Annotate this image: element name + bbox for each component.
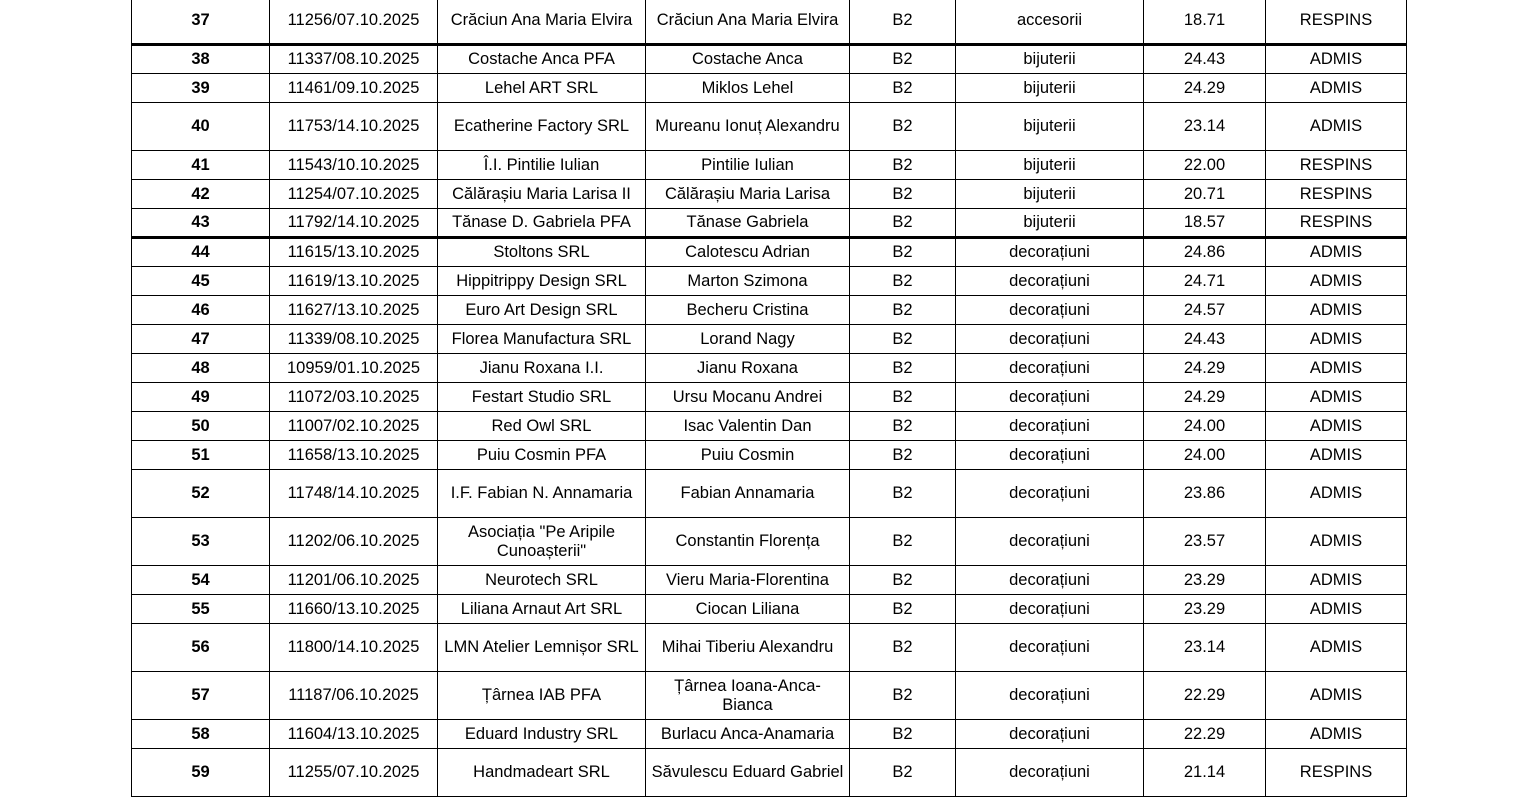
score: 24.29: [1144, 74, 1266, 103]
result-status: ADMIS: [1266, 470, 1407, 518]
level: B2: [850, 209, 956, 238]
table-row: [132, 412, 1407, 441]
category: decorațiuni: [956, 672, 1144, 720]
representative-name: Constantin Florența: [646, 518, 850, 566]
score: 22.00: [1144, 151, 1266, 180]
result-status: ADMIS: [1266, 267, 1407, 296]
company-name: Crăciun Ana Maria Elvira: [438, 0, 646, 45]
category: decorațiuni: [956, 470, 1144, 518]
company-name: Tănase D. Gabriela PFA: [438, 209, 646, 238]
company-name: Țârnea IAB PFA: [438, 672, 646, 720]
score: 18.57: [1144, 209, 1266, 238]
row-number: 52: [132, 470, 270, 518]
company-name: Red Owl SRL: [438, 412, 646, 441]
level: B2: [850, 749, 956, 797]
result-status: ADMIS: [1266, 566, 1407, 595]
level: B2: [850, 325, 956, 354]
level: B2: [850, 566, 956, 595]
category: decorațiuni: [956, 518, 1144, 566]
score: 18.71: [1144, 0, 1266, 45]
level: B2: [850, 383, 956, 412]
company-name: Î.I. Pintilie Iulian: [438, 151, 646, 180]
registration-number: 11615/13.10.2025: [270, 238, 438, 267]
category: bijuterii: [956, 103, 1144, 151]
registration-number: 11461/09.10.2025: [270, 74, 438, 103]
level: B2: [850, 624, 956, 672]
level: B2: [850, 441, 956, 470]
category: decorațiuni: [956, 354, 1144, 383]
category: accesorii: [956, 0, 1144, 45]
result-status: RESPINS: [1266, 0, 1407, 45]
level: B2: [850, 238, 956, 267]
representative-name: Isac Valentin Dan: [646, 412, 850, 441]
representative-name: Lorand Nagy: [646, 325, 850, 354]
result-status: RESPINS: [1266, 209, 1407, 238]
registration-number: 11007/02.10.2025: [270, 412, 438, 441]
table-row: [132, 238, 1407, 267]
row-number: 42: [132, 180, 270, 209]
table-row: [132, 267, 1407, 296]
table-row: [132, 383, 1407, 412]
result-status: ADMIS: [1266, 383, 1407, 412]
result-status: ADMIS: [1266, 441, 1407, 470]
company-name: Eduard Industry SRL: [438, 720, 646, 749]
table-row: [132, 45, 1407, 74]
company-name: LMN Atelier Lemnișor SRL: [438, 624, 646, 672]
representative-name: Ciocan Liliana: [646, 595, 850, 624]
level: B2: [850, 296, 956, 325]
row-number: 59: [132, 749, 270, 797]
table-row: [132, 354, 1407, 383]
row-number: 48: [132, 354, 270, 383]
category: bijuterii: [956, 209, 1144, 238]
table-row: [132, 103, 1407, 151]
registration-number: 11337/08.10.2025: [270, 45, 438, 74]
score: 20.71: [1144, 180, 1266, 209]
representative-name: Crăciun Ana Maria Elvira: [646, 0, 850, 45]
category: decorațiuni: [956, 720, 1144, 749]
row-number: 58: [132, 720, 270, 749]
registration-number: 11201/06.10.2025: [270, 566, 438, 595]
score: 24.00: [1144, 441, 1266, 470]
score: 23.14: [1144, 103, 1266, 151]
company-name: I.F. Fabian N. Annamaria: [438, 470, 646, 518]
score: 23.86: [1144, 470, 1266, 518]
table-row: [132, 151, 1407, 180]
score: 21.14: [1144, 749, 1266, 797]
level: B2: [850, 151, 956, 180]
score: 24.29: [1144, 383, 1266, 412]
level: B2: [850, 470, 956, 518]
level: B2: [850, 74, 956, 103]
company-name: Festart Studio SRL: [438, 383, 646, 412]
category: bijuterii: [956, 45, 1144, 74]
row-number: 46: [132, 296, 270, 325]
representative-name: Costache Anca: [646, 45, 850, 74]
representative-name: Miklos Lehel: [646, 74, 850, 103]
representative-name: Calotescu Adrian: [646, 238, 850, 267]
company-name: Neurotech SRL: [438, 566, 646, 595]
table-row: [132, 296, 1407, 325]
representative-name: Pintilie Iulian: [646, 151, 850, 180]
score: 22.29: [1144, 720, 1266, 749]
company-name: Asociația "Pe Aripile Cunoașterii": [438, 518, 646, 566]
result-status: RESPINS: [1266, 180, 1407, 209]
category: bijuterii: [956, 151, 1144, 180]
level: B2: [850, 595, 956, 624]
category: decorațiuni: [956, 325, 1144, 354]
score: 24.29: [1144, 354, 1266, 383]
representative-name: Ursu Mocanu Andrei: [646, 383, 850, 412]
result-status: ADMIS: [1266, 238, 1407, 267]
score: 23.14: [1144, 624, 1266, 672]
registration-number: 11255/07.10.2025: [270, 749, 438, 797]
score: 22.29: [1144, 672, 1266, 720]
registration-number: 11187/06.10.2025: [270, 672, 438, 720]
registration-number: 11753/14.10.2025: [270, 103, 438, 151]
row-number: 55: [132, 595, 270, 624]
company-name: Puiu Cosmin PFA: [438, 441, 646, 470]
table-row: [132, 325, 1407, 354]
representative-name: Tănase Gabriela: [646, 209, 850, 238]
category: decorațiuni: [956, 267, 1144, 296]
result-status: ADMIS: [1266, 74, 1407, 103]
table-row: [132, 0, 1407, 45]
result-status: ADMIS: [1266, 45, 1407, 74]
company-name: Euro Art Design SRL: [438, 296, 646, 325]
table-row: [132, 180, 1407, 209]
registration-number: 11339/08.10.2025: [270, 325, 438, 354]
company-name: Hippitrippy Design SRL: [438, 267, 646, 296]
level: B2: [850, 267, 956, 296]
result-status: ADMIS: [1266, 672, 1407, 720]
registration-number: 11792/14.10.2025: [270, 209, 438, 238]
representative-name: Becheru Cristina: [646, 296, 850, 325]
representative-name: Mureanu Ionuț Alexandru: [646, 103, 850, 151]
result-status: ADMIS: [1266, 354, 1407, 383]
result-status: RESPINS: [1266, 749, 1407, 797]
registration-number: 10959/01.10.2025: [270, 354, 438, 383]
registration-number: 11543/10.10.2025: [270, 151, 438, 180]
level: B2: [850, 412, 956, 441]
representative-name: Săvulescu Eduard Gabriel: [646, 749, 850, 797]
company-name: Stoltons SRL: [438, 238, 646, 267]
registration-number: 11202/06.10.2025: [270, 518, 438, 566]
representative-name: Mihai Tiberiu Alexandru: [646, 624, 850, 672]
registration-number: 11748/14.10.2025: [270, 470, 438, 518]
registration-number: 11800/14.10.2025: [270, 624, 438, 672]
result-status: ADMIS: [1266, 624, 1407, 672]
level: B2: [850, 180, 956, 209]
category: decorațiuni: [956, 595, 1144, 624]
category: decorațiuni: [956, 441, 1144, 470]
result-status: RESPINS: [1266, 151, 1407, 180]
table-row: [132, 566, 1407, 595]
representative-name: Țârnea Ioana-Anca-Bianca: [646, 672, 850, 720]
result-status: ADMIS: [1266, 412, 1407, 441]
row-number: 53: [132, 518, 270, 566]
score: 23.29: [1144, 595, 1266, 624]
company-name: Jianu Roxana I.I.: [438, 354, 646, 383]
category: bijuterii: [956, 74, 1144, 103]
representative-name: Puiu Cosmin: [646, 441, 850, 470]
level: B2: [850, 518, 956, 566]
representative-name: Burlacu Anca-Anamaria: [646, 720, 850, 749]
category: decorațiuni: [956, 383, 1144, 412]
row-number: 47: [132, 325, 270, 354]
level: B2: [850, 0, 956, 45]
registration-number: 11619/13.10.2025: [270, 267, 438, 296]
table-row: [132, 209, 1407, 238]
table-row: [132, 720, 1407, 749]
table-row: [132, 470, 1407, 518]
representative-name: Călărașiu Maria Larisa: [646, 180, 850, 209]
result-status: ADMIS: [1266, 296, 1407, 325]
row-number: 40: [132, 103, 270, 151]
row-number: 44: [132, 238, 270, 267]
representative-name: Vieru Maria-Florentina: [646, 566, 850, 595]
score: 24.71: [1144, 267, 1266, 296]
result-status: ADMIS: [1266, 103, 1407, 151]
registration-number: 11254/07.10.2025: [270, 180, 438, 209]
registration-number: 11604/13.10.2025: [270, 720, 438, 749]
results-table-body: [132, 0, 1407, 797]
representative-name: Jianu Roxana: [646, 354, 850, 383]
registration-number: 11660/13.10.2025: [270, 595, 438, 624]
level: B2: [850, 720, 956, 749]
company-name: Florea Manufactura SRL: [438, 325, 646, 354]
company-name: Lehel ART SRL: [438, 74, 646, 103]
result-status: ADMIS: [1266, 720, 1407, 749]
score: 24.86: [1144, 238, 1266, 267]
result-status: ADMIS: [1266, 518, 1407, 566]
score: 24.57: [1144, 296, 1266, 325]
row-number: 54: [132, 566, 270, 595]
company-name: Ecatherine Factory SRL: [438, 103, 646, 151]
level: B2: [850, 103, 956, 151]
row-number: 37: [132, 0, 270, 45]
category: decorațiuni: [956, 566, 1144, 595]
registration-number: 11072/03.10.2025: [270, 383, 438, 412]
row-number: 41: [132, 151, 270, 180]
table-row: [132, 74, 1407, 103]
category: bijuterii: [956, 180, 1144, 209]
category: decorațiuni: [956, 749, 1144, 797]
score: 23.57: [1144, 518, 1266, 566]
level: B2: [850, 45, 956, 74]
company-name: Liliana Arnaut Art SRL: [438, 595, 646, 624]
score: 24.43: [1144, 325, 1266, 354]
result-status: ADMIS: [1266, 325, 1407, 354]
row-number: 50: [132, 412, 270, 441]
category: decorațiuni: [956, 296, 1144, 325]
company-name: Călărașiu Maria Larisa II: [438, 180, 646, 209]
registration-number: 11658/13.10.2025: [270, 441, 438, 470]
row-number: 57: [132, 672, 270, 720]
table-row: [132, 518, 1407, 566]
table-row: [132, 672, 1407, 720]
table-row: [132, 624, 1407, 672]
category: decorațiuni: [956, 412, 1144, 441]
company-name: Costache Anca PFA: [438, 45, 646, 74]
row-number: 45: [132, 267, 270, 296]
representative-name: Marton Szimona: [646, 267, 850, 296]
category: decorațiuni: [956, 624, 1144, 672]
table-row: [132, 441, 1407, 470]
company-name: Handmadeart SRL: [438, 749, 646, 797]
representative-name: Fabian Annamaria: [646, 470, 850, 518]
row-number: 49: [132, 383, 270, 412]
row-number: 39: [132, 74, 270, 103]
registration-number: 11627/13.10.2025: [270, 296, 438, 325]
score: 24.00: [1144, 412, 1266, 441]
row-number: 38: [132, 45, 270, 74]
registration-number: 11256/07.10.2025: [270, 0, 438, 45]
results-sheet: [131, 0, 1406, 797]
row-number: 51: [132, 441, 270, 470]
score: 24.43: [1144, 45, 1266, 74]
results-table: [131, 0, 1407, 797]
table-row: [132, 749, 1407, 797]
level: B2: [850, 354, 956, 383]
row-number: 43: [132, 209, 270, 238]
table-row: [132, 595, 1407, 624]
category: decorațiuni: [956, 238, 1144, 267]
score: 23.29: [1144, 566, 1266, 595]
result-status: ADMIS: [1266, 595, 1407, 624]
row-number: 56: [132, 624, 270, 672]
level: B2: [850, 672, 956, 720]
